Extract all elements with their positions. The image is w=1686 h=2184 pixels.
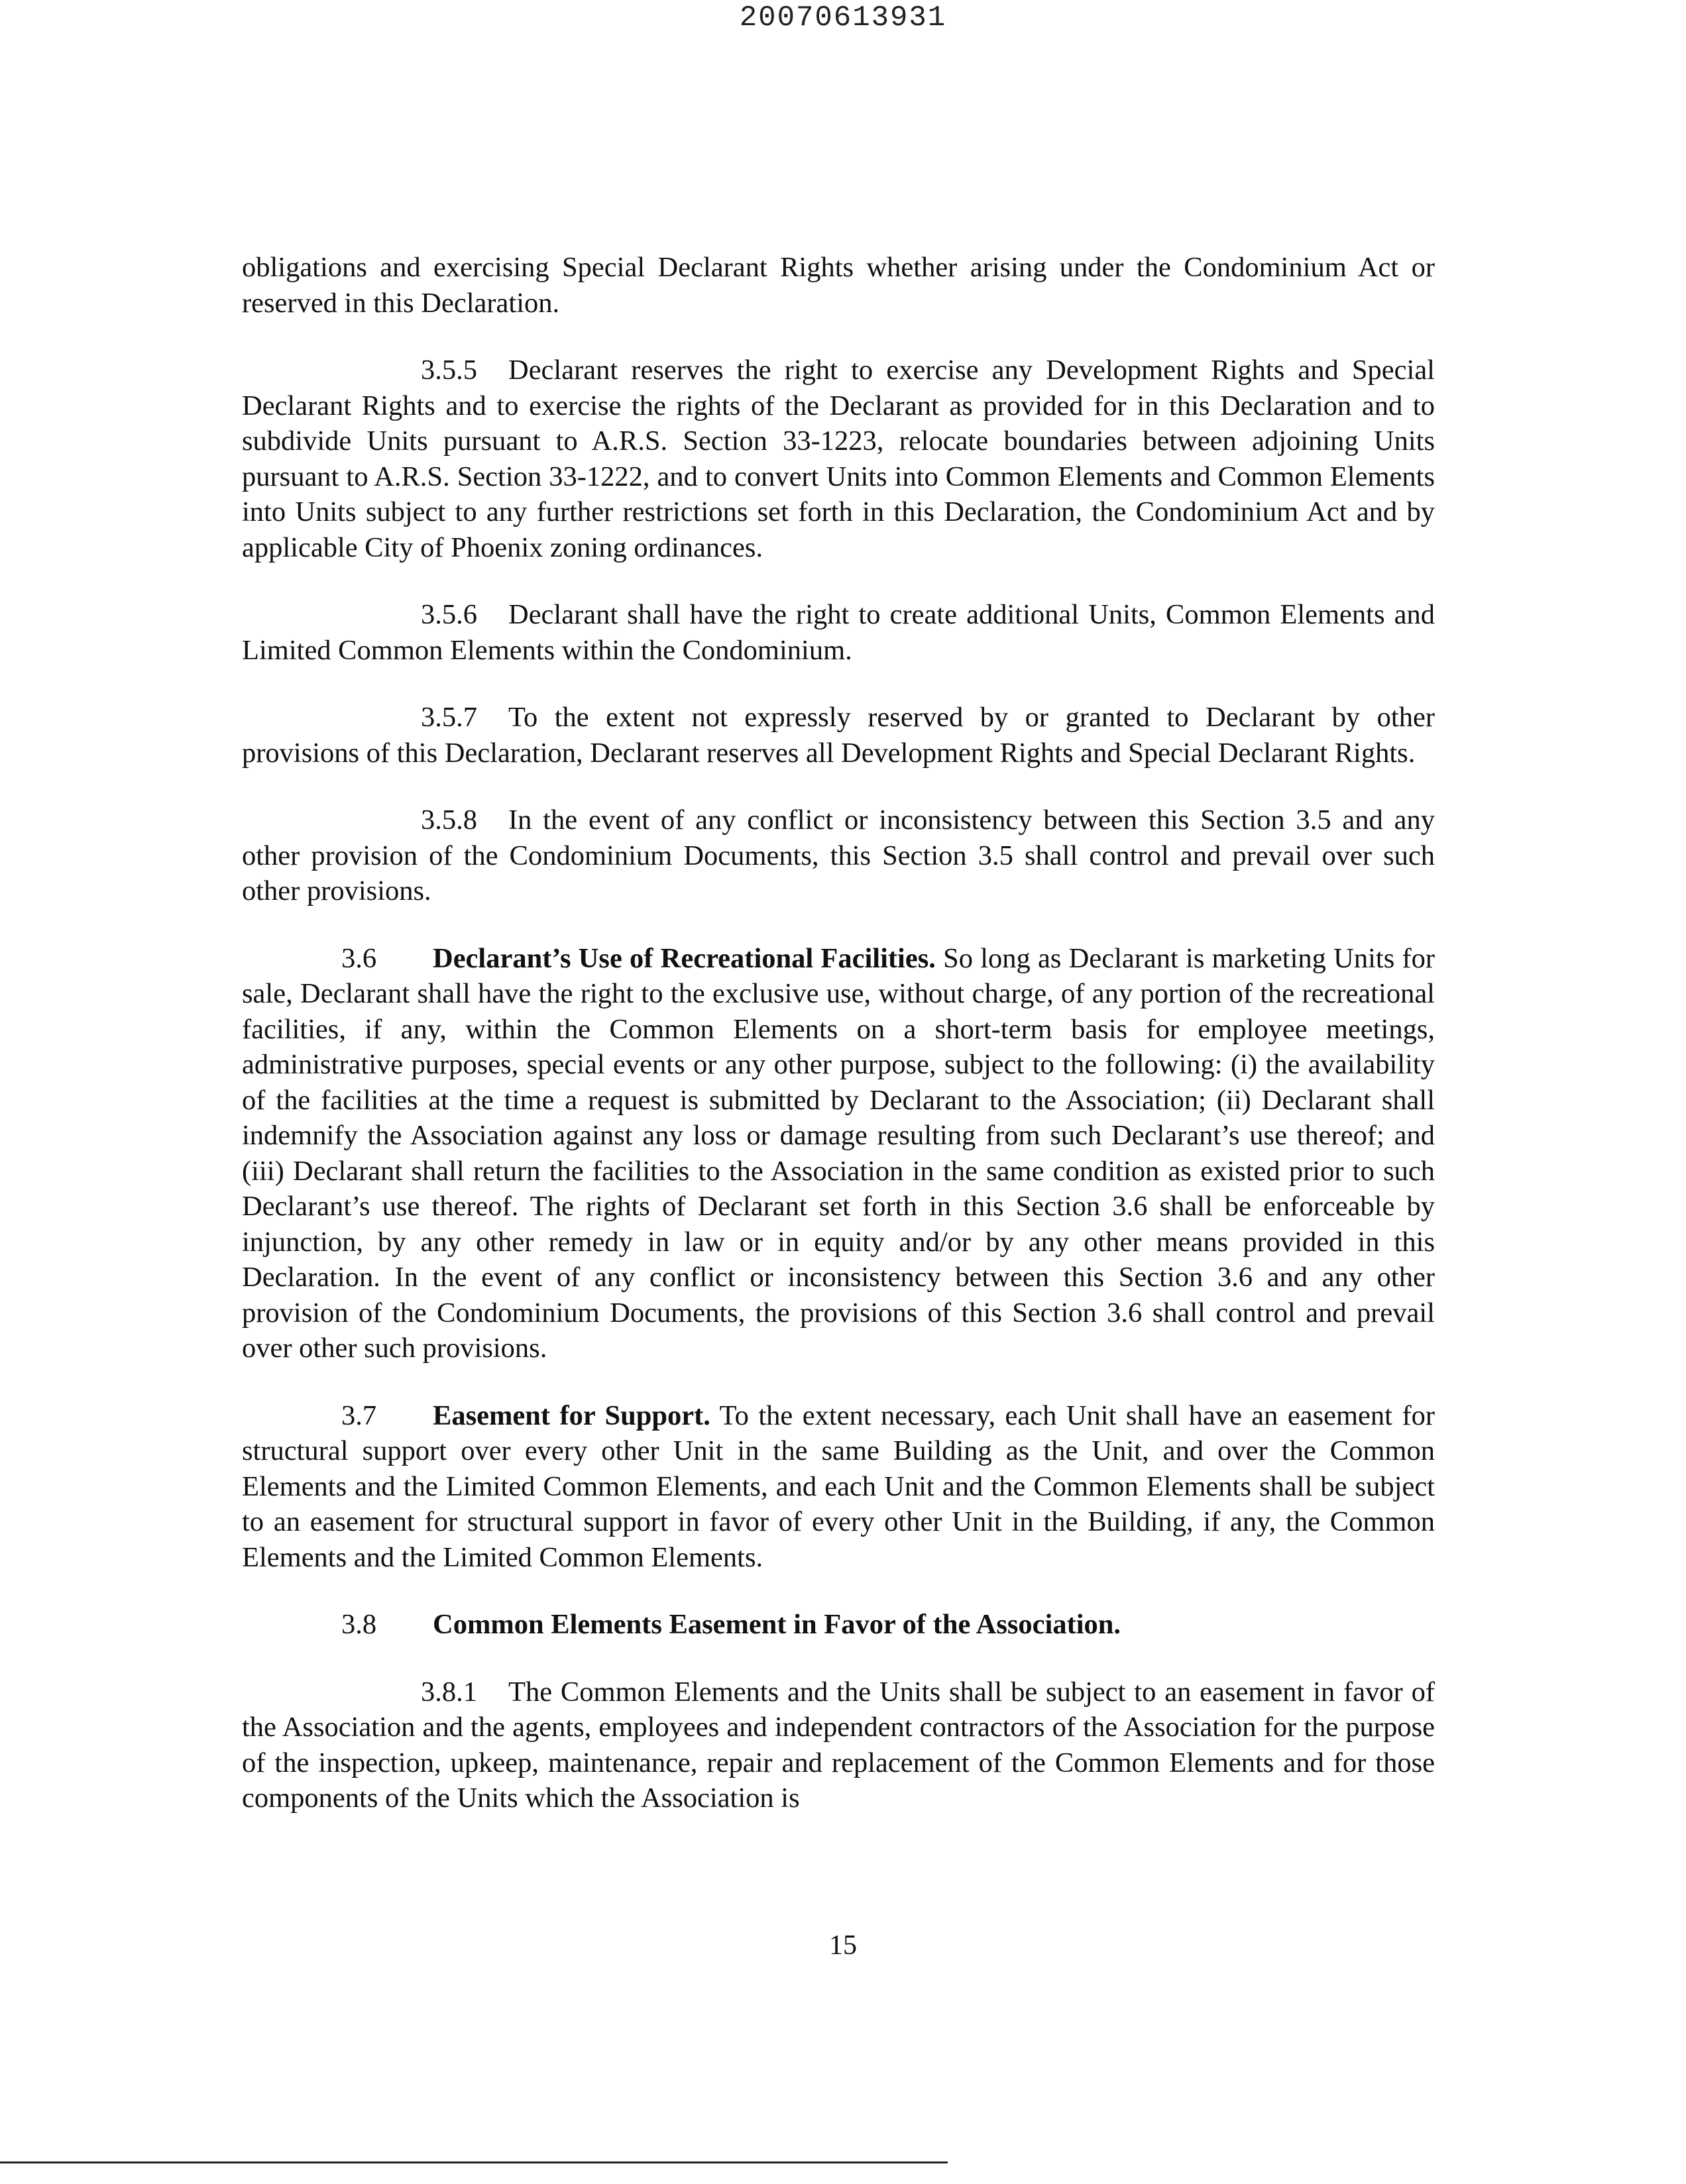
section-3-6 xyxy=(242,941,1435,1366)
section-3-7 xyxy=(242,1398,1435,1576)
section-text: In the event of any conflict or inconsistency between this Section 3.5 and any other provision of the Condominium Documents, this Section 3.5 shall control and prevail over such other provisions. xyxy=(242,804,1435,906)
bottom-scan-rule xyxy=(0,2161,948,2163)
section-text: To the extent necessary, each Unit shall have an easement for structural support over every other Unit in the same Building as the Unit, and over the Common Elements and the Limited Common Elements, and each Unit and the Common Elements shall be subject to an easement for structural support in favor of every other Unit in the Building, if any, the Common Elements and the Limited Common Elements. xyxy=(242,1399,1435,1573)
section-text: So long as Declarant is marketing Units for sale, Declarant shall have the right to the exclusive use, without charge, of any portion of the recreational facilities, if any, within the Common Elements on a short-term basis for employee meetings, administrative purposes, special events or any other purpose, subject to the following: (i) the availability of the facilities at the time a request is submitted by Declarant to the Association; (ii) Declarant shall indemnify the Association against any loss or damage resulting from such Declarant’s use thereof; and (iii) Declarant shall return the facilities to the Association in the same condition as existed prior to such Declarant’s use thereof. The rights of Declarant set forth in this Section 3.6 shall be enforceable by injunction, by any other remedy in law or in equity and/or by any other means provided in this Declaration. In the event of any conflict or inconsistency between this Section 3.6 and any other provision of the Condominium Documents, the provisions of this Section 3.6 shall control and prevail over other such provisions. xyxy=(242,942,1435,1364)
section-number: 3.6 xyxy=(341,942,377,974)
section-number: 3.5.6 xyxy=(421,599,477,630)
section-3-5-7 xyxy=(242,700,1435,771)
section-3-8 xyxy=(242,1607,1435,1643)
document-number: 20070613931 xyxy=(739,1,947,34)
section-heading: Easement for Support. xyxy=(433,1399,710,1431)
section-text: To the extent not expressly reserved by or granted to Declarant by other provisions of this Declaration, Declarant reserves all Development Rights and Special Declarant Rights. xyxy=(242,702,1435,769)
section-number: 3.8 xyxy=(341,1609,377,1640)
intro-paragraph: obligations and exercising Special Declarant Rights whether arising under the Condominium Act or reserved in this Declaration. xyxy=(242,252,1435,319)
section-number: 3.5.5 xyxy=(421,355,477,386)
section-number: 3.8.1 xyxy=(421,1676,477,1708)
page-number: 15 xyxy=(829,1930,857,1961)
section-heading: Common Elements Easement in Favor of the Association. xyxy=(433,1609,1121,1640)
section-3-5-6 xyxy=(242,597,1435,668)
section-text: The Common Elements and the Units shall be subject to an easement in favor of the Association and the agents, employees and independent contractors of the Association for the purpose of the inspection, upkeep, maintenance, repair and replacement of the Common Elements and for those components of the Units which the Association is xyxy=(242,1676,1435,1814)
section-3-5-8 xyxy=(242,802,1435,909)
section-3-8-1 xyxy=(242,1674,1435,1816)
section-text: Declarant shall have the right to create additional Units, Common Elements and Limited Common Elements within the Condominium. xyxy=(242,599,1435,666)
section-number: 3.7 xyxy=(341,1399,377,1431)
section-text: Declarant reserves the right to exercise any Development Rights and Special Declarant Rights and to exercise the rights of the Declarant as provided for in this Declaration and to subdivide Units pursuant to A.R.S. Section 33-1223, relocate boundaries between adjoining Units pursuant to A.R.S. Section 33-1222, and to convert Units into Common Elements and Common Elements into Units subject to any further restrictions set forth in this Declaration, the Condominium Act and by applicable City of Phoenix zoning ordinances. xyxy=(242,355,1435,563)
section-heading: Declarant’s Use of Recreational Facilities. xyxy=(433,942,936,974)
section-number: 3.5.8 xyxy=(421,804,477,836)
section-3-5-5 xyxy=(242,353,1435,565)
page-body xyxy=(242,250,1435,1848)
section-number: 3.5.7 xyxy=(421,702,477,733)
